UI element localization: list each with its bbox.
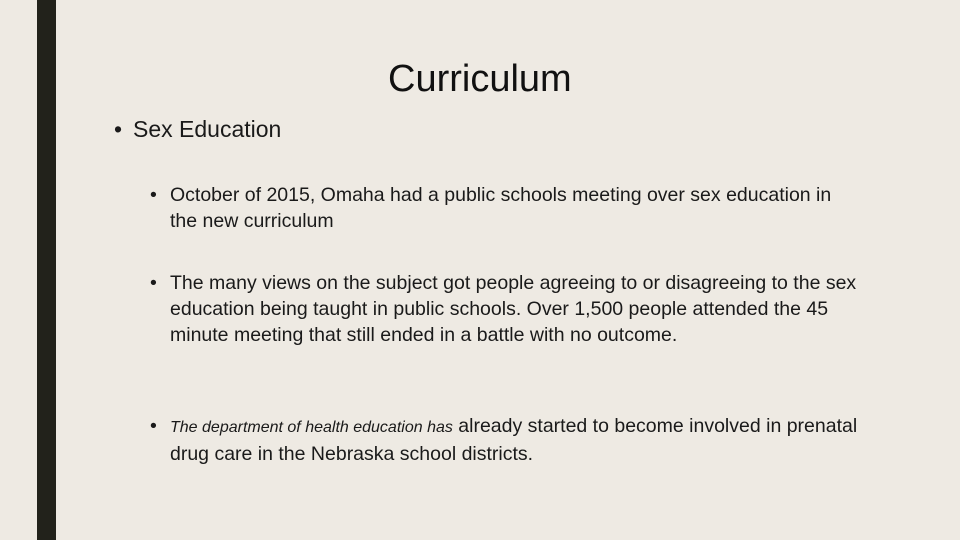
bullet-dot: • bbox=[114, 116, 123, 142]
left-accent-bar bbox=[37, 0, 56, 540]
sub-bullet-italic-prefix: The department of health education has bbox=[170, 419, 453, 436]
sub-bullet-text: October of 2015, Omaha had a public schools meeting over sex education in the new curriculum bbox=[170, 184, 832, 232]
sub-bullet-text: The many views on the subject got people agreeing to or disagreeing to the sex education being taught in public schools. Over 1,500 people attended the 45 minute meeting that still ended in a battle with no outcome. bbox=[170, 272, 857, 346]
sub-bullet-text: already started to become involved in prenatal drug care in the Nebraska school districts. bbox=[170, 415, 858, 465]
bullet-dot: • bbox=[150, 415, 157, 437]
main-bullet-text: Sex Education bbox=[133, 116, 282, 142]
sub-bullet-text-group bbox=[170, 413, 860, 467]
bullet-dot: • bbox=[150, 184, 157, 206]
slide-title: Curriculum bbox=[388, 58, 572, 100]
bullet-dot: • bbox=[150, 272, 157, 294]
